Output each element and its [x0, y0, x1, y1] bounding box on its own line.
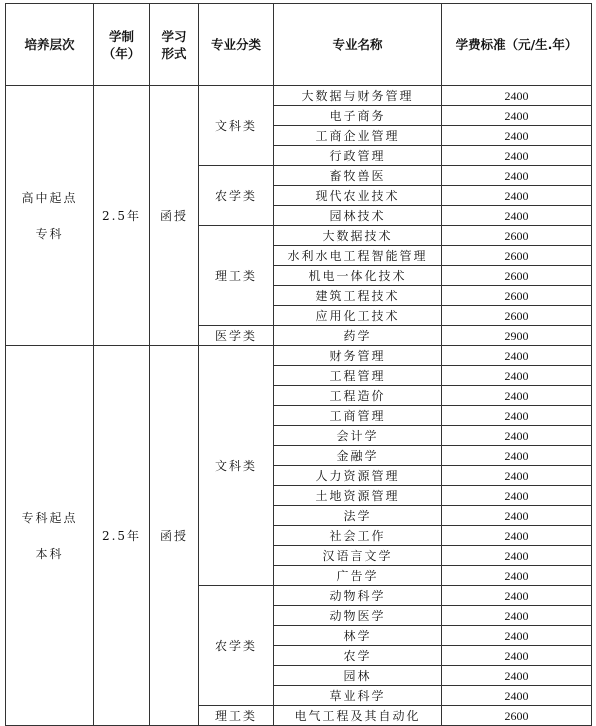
fee-cell: 2400	[442, 606, 592, 626]
major-name-cell: 会计学	[274, 426, 442, 446]
category-cell: 理工类	[199, 226, 274, 326]
fee-cell: 2400	[442, 346, 592, 366]
fee-cell: 2400	[442, 586, 592, 606]
category-cell: 文科类	[199, 346, 274, 586]
fee-cell: 2400	[442, 206, 592, 226]
major-name-cell: 电气工程及其自动化	[274, 706, 442, 726]
header-row	[6, 4, 592, 86]
major-name-cell: 建筑工程技术	[274, 286, 442, 306]
header-duration-line2: （年）	[102, 45, 141, 61]
major-name-cell: 畜牧兽医	[274, 166, 442, 186]
study-form-cell: 函授	[150, 346, 199, 726]
major-name-cell: 水利水电工程智能管理	[274, 246, 442, 266]
duration-cell: 2.5年	[94, 86, 150, 346]
study-form-cell: 函授	[150, 86, 199, 346]
major-name-cell: 大数据与财务管理	[274, 86, 442, 106]
duration-cell: 2.5年	[94, 346, 150, 726]
table-row	[6, 86, 592, 106]
major-name-cell: 应用化工技术	[274, 306, 442, 326]
fee-cell: 2400	[442, 626, 592, 646]
table-row	[6, 346, 592, 366]
major-name-cell: 法学	[274, 506, 442, 526]
major-name-cell: 现代农业技术	[274, 186, 442, 206]
major-name-cell: 工程造价	[274, 386, 442, 406]
header-duration-line1: 学制	[108, 28, 134, 44]
level-cell	[6, 86, 94, 346]
level-line2: 本科	[35, 546, 64, 561]
fee-cell: 2400	[442, 86, 592, 106]
fee-cell: 2400	[442, 446, 592, 466]
fee-cell: 2600	[442, 226, 592, 246]
major-name-cell: 草业科学	[274, 686, 442, 706]
fee-cell: 2400	[442, 366, 592, 386]
header-fee: 学费标准（元/生.年）	[442, 4, 592, 86]
fee-cell: 2400	[442, 466, 592, 486]
fee-cell: 2400	[442, 526, 592, 546]
major-name-cell: 社会工作	[274, 526, 442, 546]
major-name-cell: 土地资源管理	[274, 486, 442, 506]
fee-cell: 2400	[442, 506, 592, 526]
major-name-cell: 动物科学	[274, 586, 442, 606]
major-name-cell: 行政管理	[274, 146, 442, 166]
fee-cell: 2900	[442, 326, 592, 346]
level-line1: 专科起点	[21, 510, 78, 525]
major-name-cell: 金融学	[274, 446, 442, 466]
major-name-cell: 动物医学	[274, 606, 442, 626]
header-duration	[94, 4, 150, 86]
major-name-cell: 人力资源管理	[274, 466, 442, 486]
fee-cell: 2400	[442, 386, 592, 406]
fee-cell: 2400	[442, 166, 592, 186]
major-name-cell: 汉语言文学	[274, 546, 442, 566]
fee-cell: 2400	[442, 646, 592, 666]
category-cell: 医学类	[199, 326, 274, 346]
major-name-cell: 林学	[274, 626, 442, 646]
fee-cell: 2400	[442, 146, 592, 166]
major-name-cell: 广告学	[274, 566, 442, 586]
category-cell: 文科类	[199, 86, 274, 166]
header-study-form-line1: 学习	[161, 28, 187, 44]
major-name-cell: 园林技术	[274, 206, 442, 226]
header-major: 专业名称	[274, 4, 442, 86]
major-name-cell: 药学	[274, 326, 442, 346]
major-name-cell: 大数据技术	[274, 226, 442, 246]
header-study-form	[150, 4, 199, 86]
major-name-cell: 工商企业管理	[274, 126, 442, 146]
fee-cell: 2400	[442, 566, 592, 586]
major-name-cell: 财务管理	[274, 346, 442, 366]
level-line2: 专科	[35, 226, 64, 241]
tuition-fee-table	[5, 3, 592, 726]
category-cell: 理工类	[199, 706, 274, 726]
fee-cell: 2400	[442, 426, 592, 446]
fee-cell: 2400	[442, 686, 592, 706]
fee-cell: 2400	[442, 406, 592, 426]
header-level: 培养层次	[6, 4, 94, 86]
header-study-form-line2: 形式	[161, 45, 187, 61]
fee-cell: 2600	[442, 706, 592, 726]
fee-cell: 2400	[442, 106, 592, 126]
major-name-cell: 工商管理	[274, 406, 442, 426]
fee-cell: 2400	[442, 126, 592, 146]
fee-cell: 2600	[442, 266, 592, 286]
header-category: 专业分类	[199, 4, 274, 86]
major-name-cell: 电子商务	[274, 106, 442, 126]
fee-cell: 2600	[442, 306, 592, 326]
category-cell: 农学类	[199, 166, 274, 226]
fee-cell: 2400	[442, 486, 592, 506]
table-body	[6, 86, 592, 726]
fee-cell: 2400	[442, 546, 592, 566]
category-cell: 农学类	[199, 586, 274, 706]
level-line1: 高中起点	[21, 190, 78, 205]
fee-cell: 2400	[442, 186, 592, 206]
fee-cell: 2400	[442, 666, 592, 686]
fee-cell: 2600	[442, 286, 592, 306]
major-name-cell: 工程管理	[274, 366, 442, 386]
fee-cell: 2600	[442, 246, 592, 266]
major-name-cell: 机电一体化技术	[274, 266, 442, 286]
major-name-cell: 农学	[274, 646, 442, 666]
major-name-cell: 园林	[274, 666, 442, 686]
level-cell	[6, 346, 94, 726]
